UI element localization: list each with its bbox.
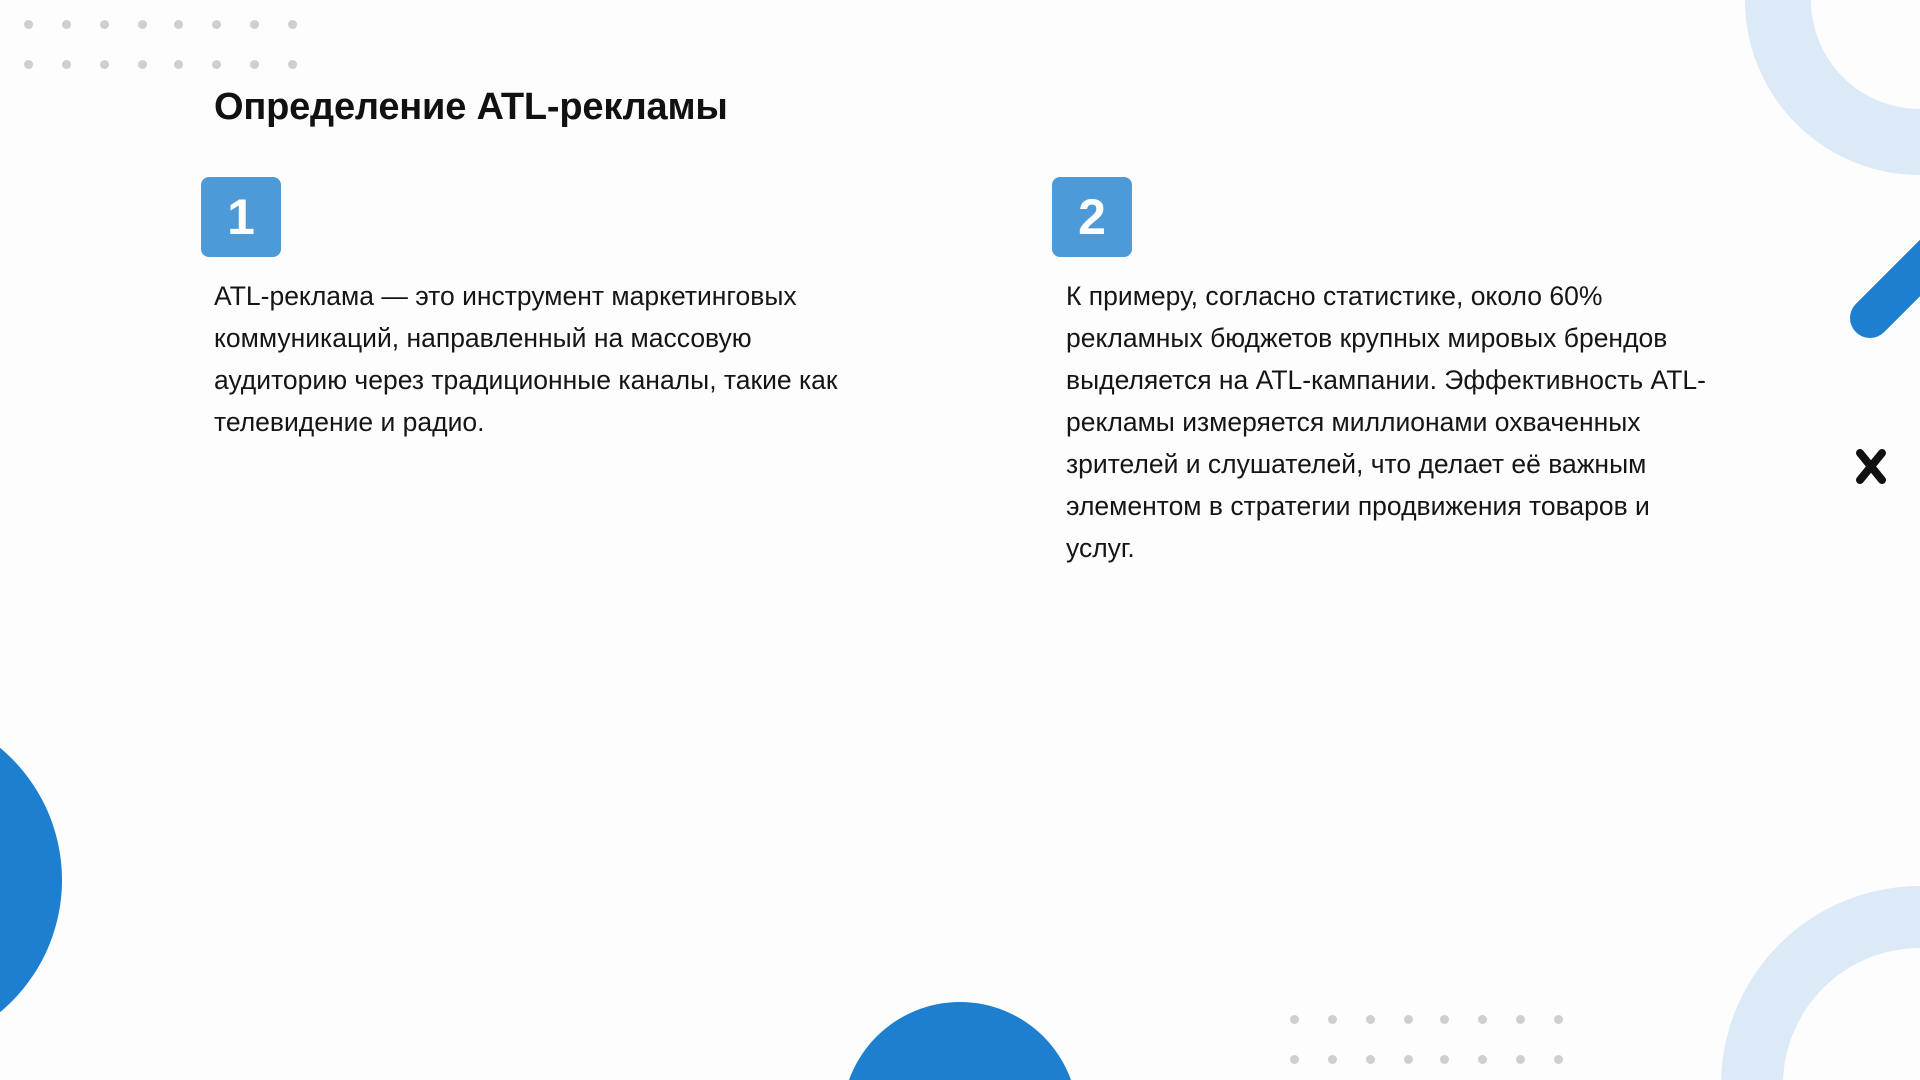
slide-title: Определение ATL-рекламы <box>214 86 728 128</box>
blue-circle-bottom <box>842 1002 1078 1080</box>
number-badge-2: 2 <box>1052 177 1132 257</box>
item-2-text: К примеру, согласно статистике, около 60% рекламных бюджетов крупных мировых брендов выделяется на ATL-кампании. Эффективность ATL-рекламы измеряется миллионами охваченных зрителей и слушателей, что делает её важным элементом в стратегии продвижения товаров и услуг. <box>1066 281 1706 563</box>
close-icon <box>1860 453 1882 480</box>
blue-stroke-right <box>1870 248 1920 318</box>
light-ring-bottom-right <box>1752 917 1920 1080</box>
blue-circle-left <box>0 708 62 1052</box>
light-ring-top-right <box>1778 0 1920 142</box>
item-1-text: ATL-реклама — это инструмент маркетинговых коммуникаций, направленный на массовую аудиторию через традиционные каналы, такие как телевидение и радио. <box>214 281 838 437</box>
number-badge-1: 1 <box>201 177 281 257</box>
